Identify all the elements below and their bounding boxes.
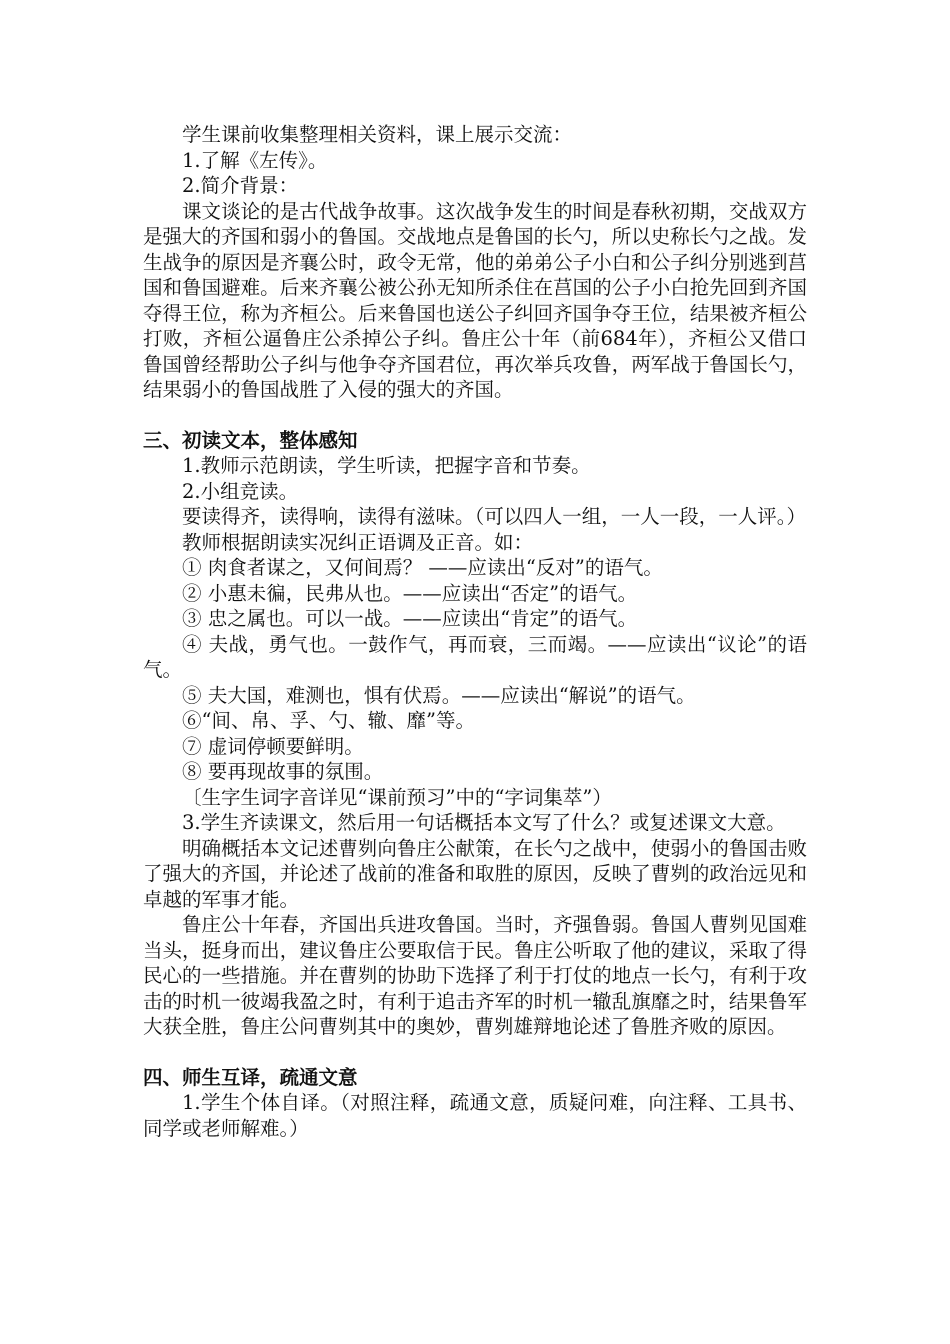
summary-paragraph: 明确概括本文记述曹刿向鲁庄公献策，在长勺之战中，使弱小的鲁国击败了强大的齐国，并论述了战前的准备和取胜的原因，反映了曹刿的政治远见和卓越的军事才能。 bbox=[143, 836, 807, 911]
intro-item-zuozhuan: 1.了解《左传》。 bbox=[182, 148, 328, 172]
background-paragraph: 课文谈论的是古代战争故事。这次战争发生的时间是春秋初期，交战双方是强大的齐国和弱小的鲁国。交战地点是鲁国的长勺，所以史称长勺之战。发生战争的原因是齐襄公时，政令无常，他的弟弟公子小白和公子纠分别逃到莒国和鲁国避难。后来齐襄公被公孙无知所杀住在莒国的公子小白抢先回到齐国夺得王位，称为齐桓公。后来鲁国也送公子纠回齐国争夺王位，结果被齐桓公打败，齐桓公逼鲁庄公杀掉公子纠。鲁庄公十年（前684年），齐桓公又借口鲁国曾经帮助公子纠与他争夺齐国君位，再次举兵攻鲁，两军战于鲁国长勺，结果弱小的鲁国战胜了入侵的强大的齐国。 bbox=[143, 199, 807, 401]
section-heading-4: 四、师生互译，疏通文意 bbox=[143, 1065, 358, 1089]
list-item: ⑥“间、帛、孚、勺、辙、靡”等。 bbox=[182, 709, 475, 732]
list-item: ④ 夫战，勇气也。一鼓作气，再而衰，三而竭。——应读出“议论”的语气。 bbox=[143, 632, 807, 681]
list-item: ② 小惠未徧，民弗从也。——应读出“否定”的语气。 bbox=[182, 581, 638, 605]
section-gap bbox=[143, 403, 807, 428]
translation-step-1: 1.学生个体自译。（对照注释，疏通文意，质疑问难，向注释、工具书、同学或老师解难。） bbox=[143, 1091, 807, 1140]
reading-step-2: 2.小组竞读。 bbox=[182, 479, 299, 503]
correction-intro: 教师根据朗读实况纠正语调及正音。如： bbox=[182, 530, 534, 554]
reading-requirement: 要读得齐，读得响，读得有滋味。（可以四人一组，一人一段，一人评。） bbox=[182, 505, 807, 528]
list-item: ① 肉食者谋之，又何间焉？ ——应读出“反对”的语气。 bbox=[182, 556, 663, 579]
section-heading-3: 三、初读文本，整体感知 bbox=[143, 428, 358, 452]
intro-item-background: 2.简介背景： bbox=[182, 174, 299, 197]
retelling-paragraph: 鲁庄公十年春，齐国出兵进攻鲁国。当时，齐强鲁弱。鲁国人曹刿见国难当头，挺身而出，建议鲁庄公要取信于民。鲁庄公听取了他的建议，采取了得民心的一些措施。并在曹刿的协助下选择了利于打仗的地点一长勺，有利于攻击的时机一彼竭我盈之时，有利于追击齐军的时机一辙乱旗靡之时，结果鲁军大获全胜，鲁庄公问曹刿其中的奥妙，曹刿雄辩地论述了鲁胜齐败的原因。 bbox=[143, 913, 807, 1038]
document-page bbox=[143, 122, 807, 1141]
list-item: ⑧ 要再现故事的氛围。 bbox=[182, 760, 384, 783]
reading-step-1: 1.教师示范朗读，学生听读，把握字音和节奏。 bbox=[182, 454, 591, 477]
vocabulary-note: 〔生字生词字音详见“课前预习”中的“字词集萃”） bbox=[182, 785, 612, 809]
list-item: ③ 忠之属也。可以一战。——应读出“肯定”的语气。 bbox=[182, 607, 638, 630]
list-item: ⑦ 虚词停顿要鲜明。 bbox=[182, 734, 364, 758]
list-item: ⑤ 夫大国，难测也，惧有伏焉。——应读出“解说”的语气。 bbox=[182, 683, 696, 707]
intro-paragraph: 学生课前收集整理相关资料，课上展示交流： bbox=[182, 123, 573, 146]
reading-step-3: 3.学生齐读课文，然后用一句话概括本文写了什么？或复述课文大意。 bbox=[182, 811, 786, 834]
section-gap bbox=[143, 1040, 807, 1065]
